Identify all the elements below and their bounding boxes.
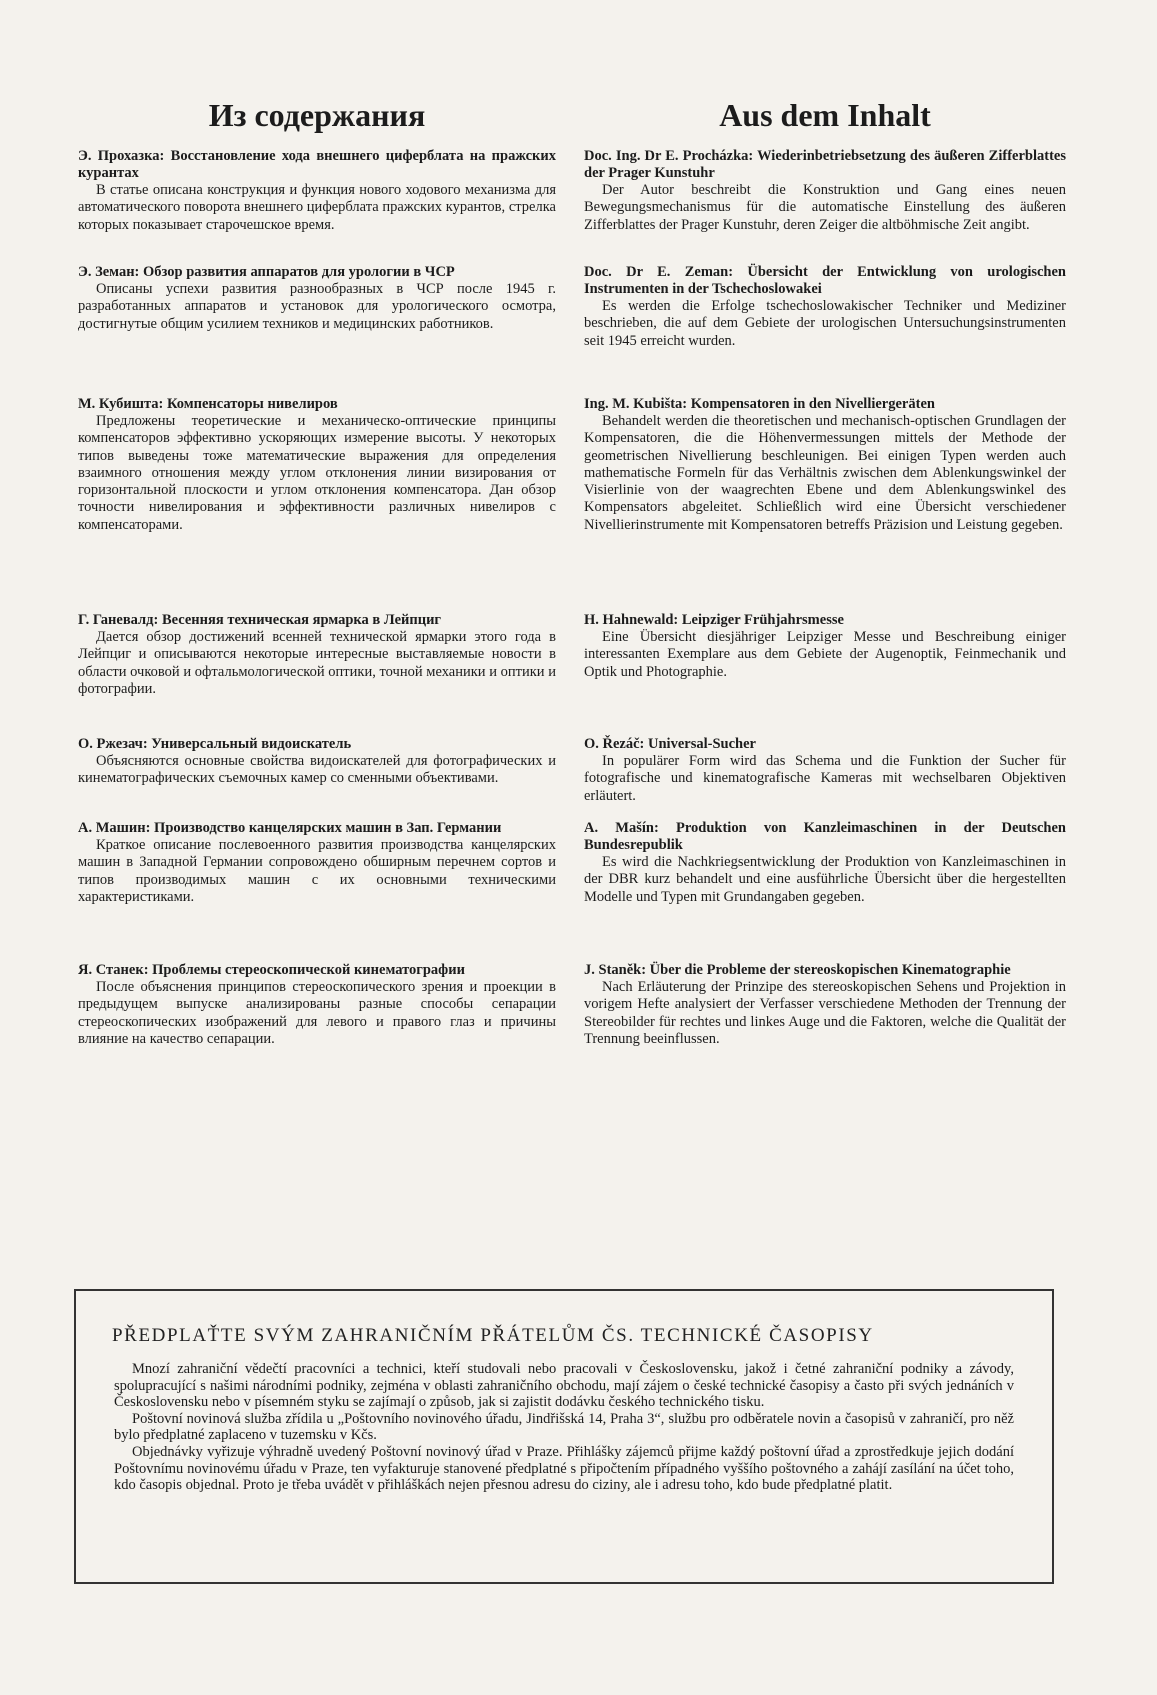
de-entry-zeman	[584, 264, 1066, 350]
entry-summary: Nach Erläuterung der Prinzipe des stereoskopischen Sehens und Projektion in vorigem Hefte analysiert der Verfasser verschiedene Methoden der Trennung der Stereobilder für rechtes und linkes Auge und die Faktoren, welche die Qualität der Trennung beeinflussen.	[584, 979, 1066, 1047]
entry-summary: В статье описана конструкция и функция нового ходового механизма для автоматического поворота внешнего циферблата пражских курантов, стрелка которых показывает старочешское время.	[78, 182, 556, 233]
entry-heading: Э. Земан: Обзор развития аппаратов для урологии в ЧСР	[78, 264, 455, 280]
entry-summary: Es werden die Erfolge tschechoslowakischer Techniker und Mediziner beschrieben, die auf dem Gebiete der urologischen Untersuchungsinstrumenten seit 1945 erreicht wurden.	[584, 298, 1066, 349]
russian-column-title: Из содержания	[208, 97, 426, 133]
ru-entry-hahnewald	[78, 612, 556, 698]
german-column-title: Aus dem Inhalt	[719, 97, 931, 133]
russian-contents-column	[78, 96, 556, 1047]
entry-summary: Der Autor beschreibt die Konstruktion und Gang eines neuen Bewegungsmechanismus für die automatische Einstellung des äußeren Zifferblattes der Prager Kunstuhr, deren Zeiger die altböhmische Zeit angibt.	[584, 182, 1066, 233]
ru-entry-rezac	[78, 736, 556, 788]
de-entry-prochazka	[584, 148, 1066, 234]
entry-summary: Behandelt werden die theoretischen und mechanisch-optischen Grundlagen der Kompensatoren, die die Höhenvermessungen mittels der Methode der geometrischen Nivellierung beschleunigen. Bei einigen Typen werden auch mathematische Formeln für das Verhältnis zwischen dem Ablenkungswinkel der Visierlinie von der waagrechten Ebene und dem Ablenkungswinkel des Kompensators abgeleitet. Schließlich wird eine Übersicht verschiedener Nivellierinstrumente mit Kompensatoren betreffs Präzision und Leistung gegeben.	[584, 413, 1066, 533]
entry-heading: О. Ржезач: Универсальный видоискатель	[78, 736, 352, 752]
notice-paragraph: Poštovní novinová služba zřídila u „Poštovního novinového úřadu, Jindřišská 14, Praha 3“, službu pro odběratele novin a časopisů v zahraničí, pro něž bylo předplatné zaplaceno v tuzemsku v Kčs.	[114, 1410, 1014, 1444]
de-entry-hahnewald	[584, 612, 1066, 681]
ru-entry-kubista	[78, 396, 556, 534]
subscription-notice-box	[74, 1289, 1054, 1584]
de-entry-kubista	[584, 396, 1066, 534]
entry-heading: Г. Ганевалд: Весенняя техническая ярмарка в Лейпциг	[78, 612, 442, 628]
entry-heading: O. Řezáč: Universal-Sucher	[584, 736, 756, 752]
entry-summary: Предложены теоретические и механическо-оптические принципы компенсаторов эффективно ускоряющих измерение высоты. У некоторых типов выведены тоже математические выражения для определения взаимного отношения между углом отклонения линии визирования от горизонтальной плоскости и углом отклонения компенсатора. Дан обзор точности нивелирования и эффективности различных нивелиров с компенсаторами.	[78, 413, 556, 533]
entry-heading: Ing. M. Kubišta: Kompensatoren in den Nivelliergeräten	[584, 396, 935, 412]
entry-summary: Краткое описание послевоенного развития производства канцелярских машин в Западной Германии сопровождено обширным перечнем сортов и типов производимых машин с их основными техническими характеристиками.	[78, 837, 556, 905]
entry-heading: H. Hahnewald: Leipziger Frühjahrsmesse	[584, 612, 844, 628]
entry-heading: J. Staněk: Über die Probleme der stereoskopischen Kinematographie	[584, 962, 1011, 978]
ru-entry-stanek	[78, 962, 556, 1048]
entry-summary: Дается обзор достижений всенней технической ярмарки этого года в Лейпциг и описываются некоторые интересные выставляемые новости в области очковой и офтальмологической оптики, точной механики и оптики и фотографии.	[78, 629, 556, 697]
entry-heading: Э. Прохазка: Восстановление хода внешнего циферблата на пражских курантах	[78, 148, 556, 181]
german-contents-column	[584, 96, 1066, 1047]
entry-heading: М. Кубишта: Компенсаторы нивелиров	[78, 396, 338, 412]
de-entry-rezac	[584, 736, 1066, 805]
entry-heading: А. Машин: Производство канцелярских машин в Зап. Германии	[78, 820, 502, 836]
entry-heading: Doc. Dr E. Zeman: Übersicht der Entwicklung von urologischen Instrumenten in der Tschechoslowakei	[584, 264, 1066, 297]
entry-summary: Объясняются основные свойства видоискателей для фотографических и кинематографических съемочных камер со сменными объективами.	[78, 753, 556, 787]
notice-paragraph: Mnozí zahraniční vědečtí pracovníci a technici, kteří studovali nebo pracovali v Československu, jakož i četné zahraniční podniky a závody, spolupracující s našimi národními podniky, zejména v oblasti zahraničního obchodu, mají zájem o české technické časopisy a často při svých jednáních v Československu nebo v písemném styku se zajímají o způsob, jak si zajistit dodávku českého technického tisku.	[114, 1361, 1014, 1411]
notice-paragraph: Objednávky vyřizuje výhradně uvedený Poštovní novinový úřad v Praze. Přihlášky zájemců přijme každý poštovní úřad a zprostředkuje jejich dodání Poštovnímu novinovému úřadu v Praze, ten vyfakturuje stanovené předplatné s připočtením případného vyššího poštovného a zahájí zasílání na účet toho, kdo časopis objednal. Proto je třeba uvádět v přihláškách nejen přesnou adresu do ciziny, ale i adresu toho, kdo bude předplatné platit.	[114, 1443, 1014, 1494]
entry-summary: Es wird die Nachkriegsentwicklung der Produktion von Kanzleimaschinen in der DBR kurz behandelt und eine ausführliche Übersicht über die hergestellten Modelle und Typen mit Grundangaben gegeben.	[584, 854, 1066, 905]
ru-entry-prochazka	[78, 148, 556, 234]
de-entry-masin	[584, 820, 1066, 906]
ru-entry-zeman	[78, 264, 556, 333]
entry-heading: A. Mašín: Produktion von Kanzleimaschinen in der Deutschen Bundesrepublik	[584, 820, 1066, 853]
entry-summary: Описаны успехи развития разнообразных в ЧСР после 1945 г. разработанных аппаратов и установок для урологического осмотра, достигнутые общим усилием техников и медицинских работников.	[78, 281, 556, 332]
entry-summary: После объяснения принципов стереоскопического зрения и проекции в предыдущем выпуске анализированы разные способы сепарации стереоскопических изображений для левого и правого глаз и причины влияние на качество сепарации.	[78, 979, 556, 1047]
ru-entry-masin	[78, 820, 556, 906]
notice-text	[114, 1361, 1014, 1494]
entry-heading: Doc. Ing. Dr E. Procházka: Wiederinbetriebsetzung des äußeren Zifferblattes der Prager Kunstuhr	[584, 148, 1066, 181]
entry-heading: Я. Станек: Проблемы стереоскопической кинематографии	[78, 962, 465, 978]
notice-title: PŘEDPLAŤTE SVÝM ZAHRANIČNÍM PŘÁTELŮM ČS. TECHNICKÉ ČASOPISY	[112, 1325, 874, 1346]
entry-summary: Eine Übersicht diesjähriger Leipziger Messe und Beschreibung einiger interessanten Exemplare aus dem Gebiete der Augenoptik, Feinmechanik und Optik und Photographie.	[584, 629, 1066, 680]
de-entry-stanek	[584, 962, 1066, 1048]
entry-summary: In populärer Form wird das Schema und die Funktion der Sucher für fotografische und kinematografische Kameras mit wechselbaren Objektiven erläutert.	[584, 753, 1066, 804]
